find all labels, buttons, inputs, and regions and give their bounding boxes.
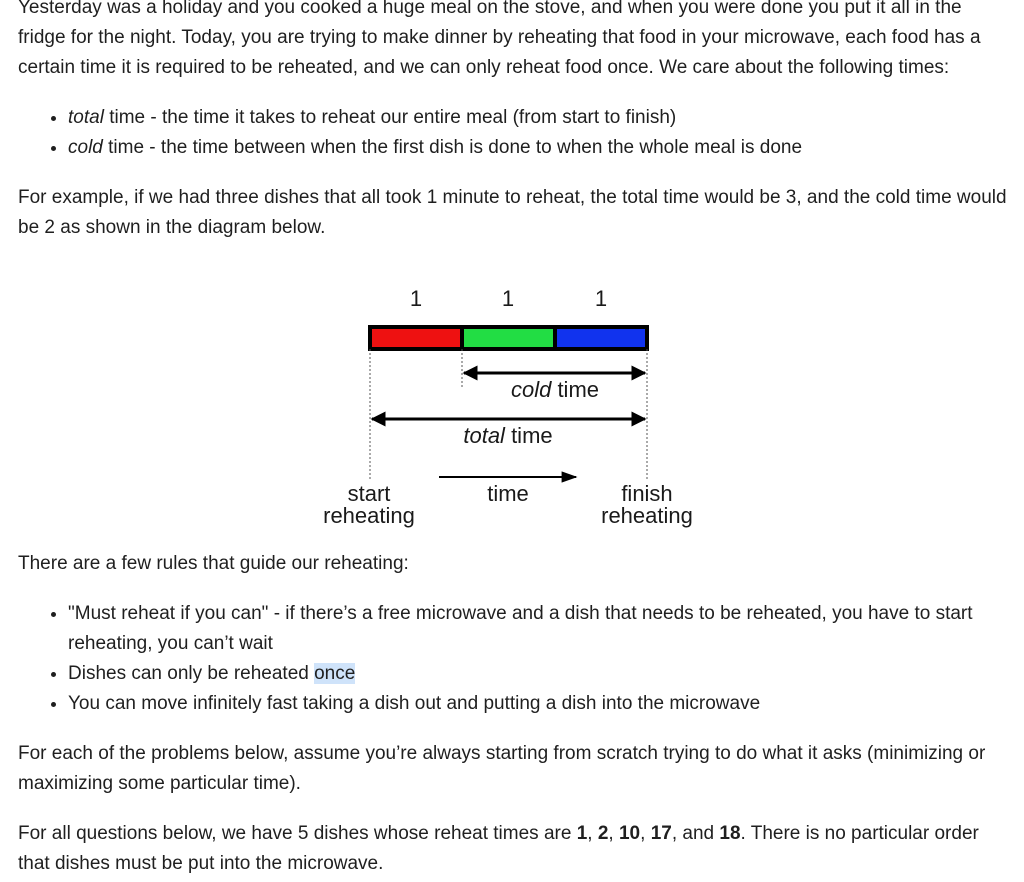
rules-intro: There are a few rules that guide our reheating: — [18, 553, 409, 574]
rule-move-fast: • You can move infinitely fast taking a dish out and putting a dish into the microwave — [68, 689, 1008, 719]
dish-time-5: 18 — [719, 823, 741, 844]
separator: , — [608, 823, 619, 844]
cold-definition: time - the time between when the first dish is done to when the whole meal is done — [102, 137, 803, 158]
dishes-suffix: . There is no particular order that dishes must be put into the microwave. — [18, 823, 979, 874]
rule-reheat-once-text: Dishes can only be reheated — [68, 663, 315, 684]
separator: , — [587, 823, 598, 844]
list-item-total-time — [68, 103, 1008, 133]
rule-must-reheat: • "Must reheat if you can" - if there’s a free microwave and a dish that needs to be reheated, you have to start reheating, you can’t wait — [68, 599, 1008, 659]
list-item-cold-time — [68, 133, 1008, 163]
diagram-svg — [18, 243, 1008, 549]
separator-and: , and — [671, 823, 720, 844]
example-paragraph: For example, if we had three dishes that all took 1 minute to reheat, the total time would be 3, and the cold time would be 2 as shown in the diagram below. — [18, 187, 1007, 238]
dish-time-4: 17 — [650, 823, 672, 844]
start-label-line2: reheating — [323, 503, 415, 528]
dish-time-3: 10 — [618, 823, 641, 844]
start-label-line1: start — [347, 481, 391, 506]
dishes-prefix: For all questions below, we have 5 dishes whose reheat times are — [18, 823, 577, 844]
rule-reheat-once — [68, 659, 1008, 689]
dishes-paragraph — [18, 819, 1008, 879]
scratch-paragraph: For each of the problems below, assume you’re always starting from scratch trying to do what it asks (minimizing or maximizing some particular time). — [18, 743, 986, 794]
dish-label-1: 1 — [409, 286, 423, 311]
reheating-diagram — [18, 243, 1008, 549]
cold-term: cold — [68, 137, 103, 158]
document-body — [18, 0, 1008, 879]
dish-segment-3 — [555, 327, 647, 349]
finish-label-line2: reheating — [601, 503, 693, 528]
dish-label-3: 1 — [594, 286, 608, 311]
total-term: total — [68, 107, 104, 128]
dish-time-2: 2 — [597, 823, 609, 844]
cold-time-label: cold time — [510, 377, 600, 402]
separator: , — [640, 823, 651, 844]
intro-paragraph: Yesterday was a holiday and you cooked a huge meal on the stove, and when you were done you put it all in the fridge for the night. Today, you are trying to make dinner by reheating that food in your microwave, each food has a certain time it is required to be reheated, and we can only reheat food once. We care about the following times: — [18, 0, 981, 78]
finish-label-line1: finish — [621, 481, 673, 506]
time-axis-label: time — [487, 481, 529, 506]
total-definition: time - the time it takes to reheat our entire meal (from start to finish) — [103, 107, 677, 128]
times-list — [18, 103, 1008, 163]
selected-text-highlight[interactable]: once — [314, 663, 356, 684]
dish-segment-2 — [462, 327, 555, 349]
dish-label-2: 1 — [501, 286, 515, 311]
dish-segment-1 — [370, 327, 462, 349]
rules-list — [18, 599, 1008, 719]
total-time-label: total time — [463, 423, 553, 448]
dish-time-1: 1 — [576, 823, 588, 844]
